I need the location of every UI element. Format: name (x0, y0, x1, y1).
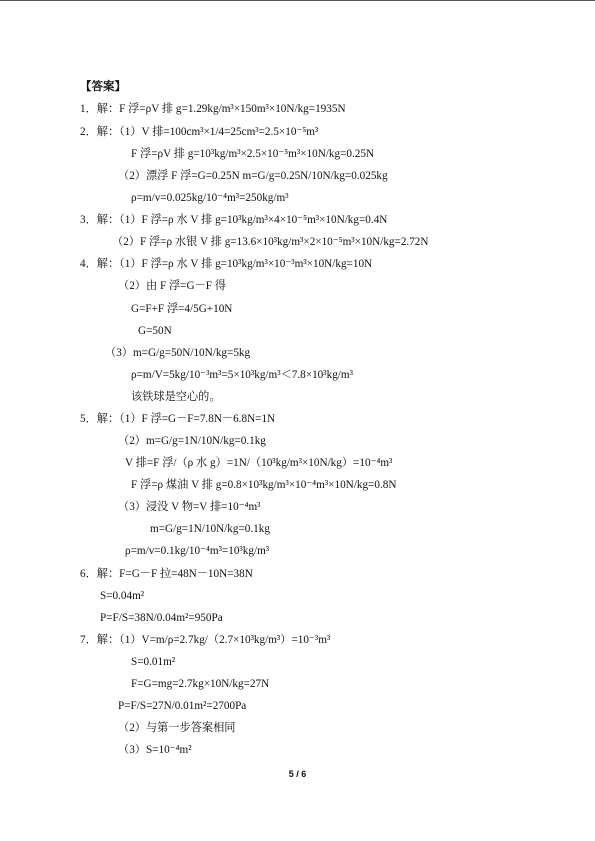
answer-line-26: S=0.01m² (131, 656, 176, 668)
answer-line-19: （3）浸没 V 物=V 排=10⁻⁴m³ (118, 501, 261, 513)
answer-line-12: （3）m=G/g=50N/10N/kg=5kg (105, 347, 251, 359)
answer-line-21: ρ=m/v=0.1kg/10⁻⁴m³=10³kg/m³ (125, 545, 270, 557)
answer-line-22: 6．解：F=G－F 拉=48N－10N=38N (80, 568, 253, 580)
answer-line-1: 1．解：F 浮=ρV 排 g=1.29kg/m³×150m³×10N/kg=1935N (80, 103, 346, 115)
answer-line-9: （2）由 F 浮=G－F 得 (118, 280, 226, 292)
answer-line-14: 该铁球是空心的。 (131, 391, 221, 403)
answer-line-25: 7．解：（1）V=m/ρ=2.7kg/（2.7×10³kg/m³）=10⁻³m³ (80, 634, 331, 646)
answer-line-18: F 浮=ρ 煤油 V 排 g=0.8×10³kg/m³×10⁻⁴m³×10N/kg=0.8N (131, 479, 397, 491)
answer-line-16: （2）m=G/g=1N/10N/kg=0.1kg (118, 435, 266, 447)
answer-line-30: （3）S=10⁻⁴m² (118, 744, 192, 756)
page-number: 5 / 6 (288, 769, 307, 779)
answer-line-6: 3．解：（1）F 浮=ρ 水 V 排 g=10³kg/m³×4×10⁻⁵m³×10N/kg=0.4N (80, 214, 388, 226)
answer-line-27: F=G=mg=2.7kg×10N/kg=27N (131, 678, 270, 690)
answer-line-11: G=50N (138, 325, 172, 337)
answer-heading: 【答案】 (80, 79, 126, 93)
answer-line-13: ρ=m/V=5kg/10⁻³m³=5×10³kg/m³＜7.8×10³kg/m³ (131, 369, 353, 381)
answer-line-15: 5．解：（1）F 浮=G－F=7.8N－6.8N=1N (80, 413, 276, 425)
answer-line-23: S=0.04m² (100, 590, 145, 602)
answer-line-28: P=F/S=27N/0.01m²=2700Pa (118, 700, 247, 712)
answer-line-29: （2）与第一步答案相同 (118, 722, 236, 734)
answer-line-4: （2）漂浮 F 浮=G=0.25N m=G/g=0.25N/10N/kg=0.025kg (118, 170, 388, 182)
answer-line-24: P=F/S=38N/0.04m²=950Pa (100, 612, 223, 624)
answer-line-3: F 浮=ρV 排 g=10³kg/m³×2.5×10⁻⁵m³×10N/kg=0.25N (131, 148, 375, 160)
answer-line-2: 2．解：（1）V 排=100cm³×1/4=25cm³=2.5×10⁻⁵m³ (80, 126, 319, 138)
answer-line-8: 4．解：（1）F 浮=ρ 水 V 排 g=10³kg/m³×10⁻³m³×10N/kg=10N (80, 258, 373, 270)
answer-line-17: V 排=F 浮/（ρ 水 g）=1N/（10³kg/m³×10N/kg）=10⁻⁴m³ (125, 457, 393, 469)
answer-line-5: ρ=m/v=0.025kg/10⁻⁴m³=250kg/m³ (131, 192, 289, 204)
top-rule (0, 0, 595, 1)
answer-line-20: m=G/g=1N/10N/kg=0.1kg (150, 523, 270, 535)
answer-line-7: （2）F 浮=ρ 水银 V 排 g=13.6×10³kg/m³×2×10⁻⁵m³×10N/kg=2.72N (112, 236, 429, 248)
answer-line-10: G=F+F 浮=4/5G+10N (131, 303, 233, 315)
